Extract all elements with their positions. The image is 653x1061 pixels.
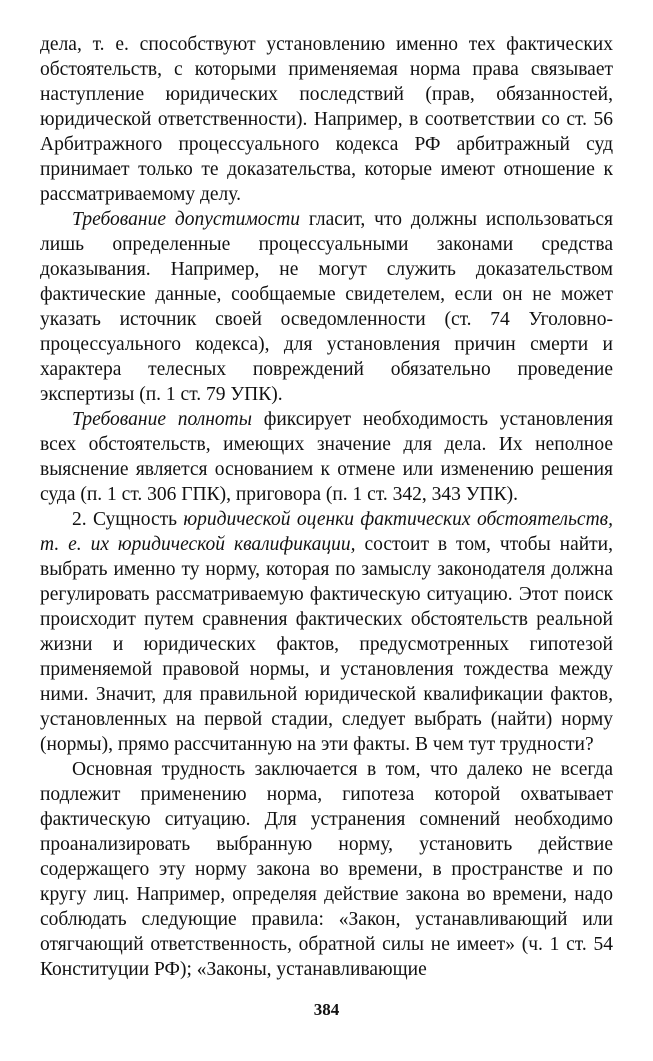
term-legal-qualification: юридической оценки фактических обстоятельств, т. е. их юридической квалификации, <box>40 509 613 555</box>
paragraph-2 <box>40 207 613 407</box>
paragraph-1-text: дела, т. е. способствуют установлению именно тех фактических обстоятельств, с которыми применяемая норма права связывает наступление юридических последствий (прав, обязанностей, юридической ответственности). Например, в соответствии со ст. 56 Арбитражного процессуального кодекса РФ арбитражный суд принимает только те доказательства, которые имеют отношение к рассматриваемому делу. <box>40 34 613 205</box>
paragraph-4-text: состоит в том, чтобы найти, выбрать именно ту норму, которая по замыслу законодателя должна регулировать рассматриваемую фактическую ситуацию. Этот поиск происходит путем сравнения фактических обстоятельств реальной жизни и юридических фактов, предусмотренных гипотезой применяемой правовой нормы, и установления тождества между ними. Значит, для правильной юридической квалификации фактов, установленных на первой стадии, следует выбрать (найти) норму (нормы), прямо рассчитанную на эти факты. В чем тут трудности? <box>40 534 613 755</box>
paragraph-3-text: фиксирует необходимость установления всех обстоятельств, имеющих значение для дела. Их неполное выяснение является основанием к отмене или изменению решения суда (п. 1 ст. 306 ГПК), приговора (п. 1 ст. 342, 343 УПК). <box>40 409 613 505</box>
paragraph-3 <box>40 407 613 507</box>
term-completeness: Требование полноты <box>72 409 252 430</box>
term-admissibility: Требование допустимости <box>72 209 301 230</box>
paragraph-5-text: Основная трудность заключается в том, что далеко не всегда подлежит применению норма, гипотеза которой охватывает фактическую ситуацию. Для устранения сомнений необходимо проанализировать выбранную норму, установить действие содержащего эту норму закона во времени, в пространстве и по кругу лиц. Например, определяя действие закона во времени, надо соблюдать следующие правила: «Закон, устанавливающий или отягчающий ответственность, обратной силы не имеет» (ч. 1 ст. 54 Конституции РФ); «Законы, устанавливающие <box>40 759 613 980</box>
paragraph-4 <box>40 507 613 757</box>
paragraph-1 <box>40 32 613 207</box>
paragraph-2-text: гласит, что должны использоваться лишь определенные процессуальными законами средства доказывания. Например, не могут служить доказательством фактические данные, сообщаемые свидетелем, если он не может указать источник своей осведомленности (ст. 74 Уголовно-процессуального кодекса), для установления причин смерти и характера телесных повреждений обязательно проведение экспертизы (п. 1 ст. 79 УПК). <box>40 209 614 405</box>
document-page <box>40 32 613 982</box>
paragraph-5 <box>40 757 613 982</box>
paragraph-4-lead: 2. Сущность <box>72 509 184 530</box>
page-number: 384 <box>313 1000 340 1019</box>
